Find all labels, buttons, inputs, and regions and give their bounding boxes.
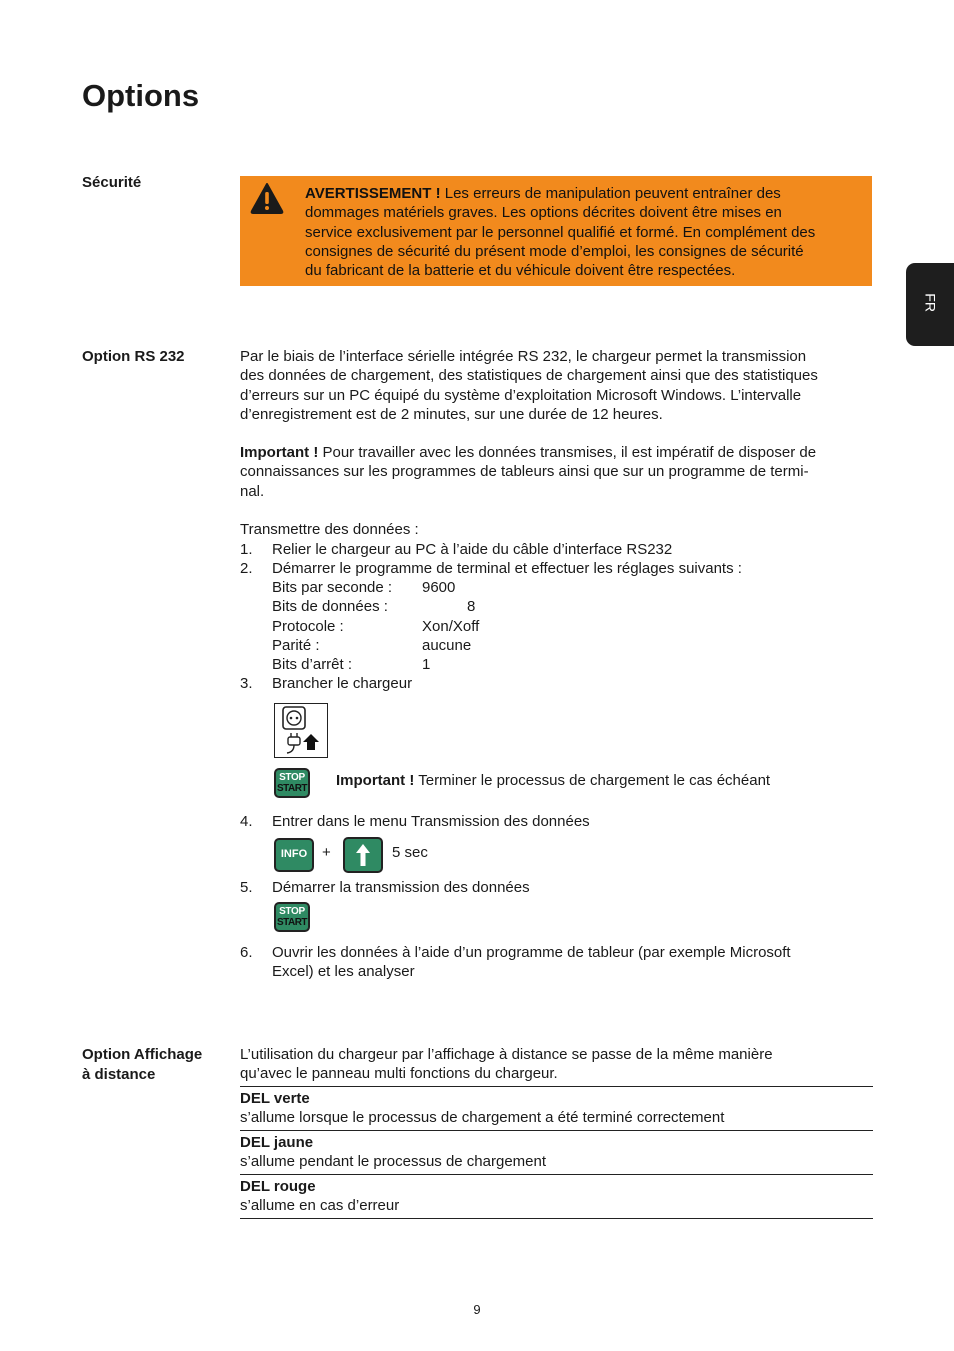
paragraph-line: Par le biais de l’interface sérielle intégrée RS 232, le chargeur permet la transmission xyxy=(240,348,807,365)
setting-label: Bits de données : xyxy=(272,598,388,615)
step-text-line: Ouvrir les données à l’aide d’un programme de tableur (par exemple Microsoft xyxy=(272,944,791,961)
warning-box xyxy=(240,176,872,286)
section-label-line: Option Affichage xyxy=(82,1046,203,1063)
setting-label: Bits par seconde : xyxy=(272,579,393,596)
paragraph-line: des données de chargement, des statistiques de chargement ainsi que des statistiques xyxy=(240,367,818,385)
setting-value: 9600 xyxy=(422,579,456,596)
warning-line: dommages matériels graves. Les options décrites doivent être mises en xyxy=(305,204,782,222)
step-number: 3. xyxy=(240,675,253,692)
warning-triangle-icon xyxy=(250,182,284,214)
setting-value: 1 xyxy=(422,656,431,673)
setting-label: Protocole : xyxy=(272,618,344,635)
step-text: Entrer dans le menu Transmission des données xyxy=(272,813,590,830)
step-text: Démarrer le programme de terminal et effectuer les réglages suivants : xyxy=(272,560,742,577)
table-divider xyxy=(240,1130,873,1131)
paragraph-line: d’erreurs sur un PC équipé du système d’exploitation Microsoft Windows. L’intervalle xyxy=(240,386,802,404)
section-label-affichage xyxy=(82,1045,227,1085)
plus-sign: + xyxy=(322,844,331,861)
warning-line: consignes de sécurité du présent mode d’emploi, les consignes de sécurité xyxy=(305,242,804,260)
led-desc: s’allume pendant le processus de chargement xyxy=(240,1153,547,1171)
step3-important xyxy=(336,771,876,790)
setting-label: Parité : xyxy=(272,637,320,654)
led-name: DEL rouge xyxy=(240,1178,316,1195)
paragraph-line: nal. xyxy=(240,482,265,500)
paragraph-line: d’enregistrement est de 2 minutes, sur une durée de 12 heures. xyxy=(240,405,663,423)
section-label-line: à distance xyxy=(82,1066,156,1083)
language-tab xyxy=(906,263,954,346)
step-text: Relier le chargeur au PC à l’aide du câble d’interface RS232 xyxy=(272,541,673,558)
section-label-rs232: Option RS 232 xyxy=(82,348,185,365)
warning-line: service exclusivement par le personnel qualifié et formé. En complément des xyxy=(305,223,816,241)
setting-value: Xon/Xoff xyxy=(422,618,480,635)
led-desc: s’allume en cas d’erreur xyxy=(240,1197,400,1215)
page-number: 9 xyxy=(473,1302,481,1317)
led-row xyxy=(240,1089,875,1128)
key-start-label: START xyxy=(276,917,308,928)
step-number: 2. xyxy=(240,560,253,577)
step-number: 4. xyxy=(240,813,253,830)
paragraph-line: qu’avec le panneau multi fonctions du chargeur. xyxy=(240,1065,558,1083)
plug-in-charger-icon xyxy=(274,703,328,758)
warning-lead: AVERTISSEMENT ! xyxy=(305,185,441,202)
important-lead: Important ! xyxy=(336,772,415,789)
table-divider xyxy=(240,1218,873,1219)
paragraph-line: L’utilisation du chargeur par l’affichage à distance se passe de la même manière xyxy=(240,1046,773,1063)
table-divider xyxy=(240,1086,873,1087)
rs232-intro xyxy=(240,347,875,424)
led-row xyxy=(240,1177,875,1216)
stop-start-key-icon xyxy=(274,902,310,932)
step-text xyxy=(272,943,872,982)
step-number: 6. xyxy=(240,944,253,961)
affichage-intro xyxy=(240,1045,875,1084)
key-info-label: INFO xyxy=(280,848,308,861)
key-stop-label: STOP xyxy=(279,772,305,783)
section-label-securite: Sécurité xyxy=(82,174,142,191)
rs232-important xyxy=(240,443,875,501)
stop-start-key-icon xyxy=(274,768,310,798)
language-tab-label: FR xyxy=(922,293,939,312)
step-text: Démarrer la transmission des données xyxy=(272,879,530,896)
warning-text xyxy=(305,184,865,280)
paragraph-line: connaissances sur les programmes de tableurs ainsi que sur un programme de termi- xyxy=(240,463,809,481)
warning-line: du fabricant de la batterie et du véhicule doivent être respectées. xyxy=(305,262,736,280)
arrow-up-key-icon xyxy=(343,837,383,873)
setting-label: Bits d’arrêt : xyxy=(272,656,353,673)
led-name: DEL jaune xyxy=(240,1134,314,1151)
important-lead: Important ! xyxy=(240,444,319,461)
setting-value: aucune xyxy=(422,637,472,654)
page-title: Options xyxy=(82,78,200,113)
important-text: Terminer le processus de chargement le cas échéant xyxy=(414,772,771,789)
warning-line: Les erreurs de manipulation peuvent entraîner des xyxy=(440,185,781,202)
led-desc: s’allume lorsque le processus de chargement a été terminé correctement xyxy=(240,1109,725,1127)
setting-value: 8 xyxy=(467,598,476,615)
led-name: DEL verte xyxy=(240,1090,310,1107)
step-number: 5. xyxy=(240,879,253,896)
transmit-heading: Transmettre des données : xyxy=(240,521,419,538)
paragraph-line: Pour travailler avec les données transmises, il est impératif de disposer de xyxy=(318,444,817,461)
step-text: Brancher le chargeur xyxy=(272,675,413,692)
step-number: 1. xyxy=(240,541,253,558)
led-row xyxy=(240,1133,875,1172)
table-divider xyxy=(240,1174,873,1175)
info-key-icon xyxy=(274,838,314,872)
key-start-label: START xyxy=(276,783,308,794)
step-text-line: Excel) et les analyser xyxy=(272,963,415,981)
key-stop-label: STOP xyxy=(279,906,305,917)
duration-text: 5 sec xyxy=(392,844,428,861)
